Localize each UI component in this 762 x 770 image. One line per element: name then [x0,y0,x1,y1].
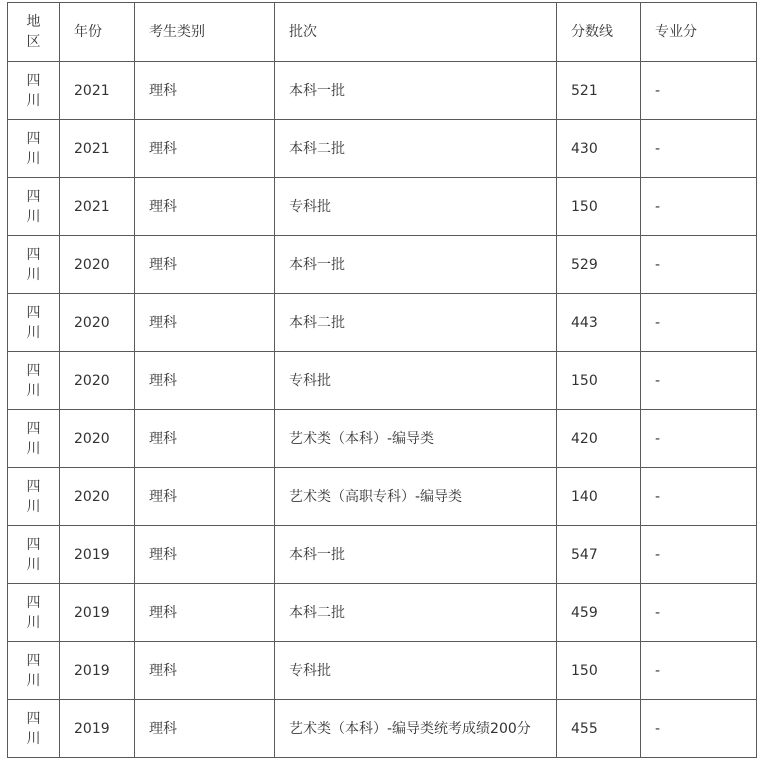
cell-score: 140 [557,468,641,526]
cell-batch: 专科批 [275,642,557,700]
table-row [8,410,757,468]
cell-batch: 本科一批 [275,526,557,584]
cell-region: 四川 [8,236,60,294]
cell-batch: 艺术类（本科）-编导类统考成绩200分 [275,700,557,758]
cell-score: 150 [557,642,641,700]
cell-major: - [641,236,757,294]
cell-major: - [641,120,757,178]
cell-major: - [641,700,757,758]
cell-year: 2019 [60,700,135,758]
table-row [8,584,757,642]
table-row [8,352,757,410]
table-row [8,120,757,178]
cell-batch: 本科二批 [275,584,557,642]
cell-batch: 本科一批 [275,236,557,294]
cell-score: 420 [557,410,641,468]
cell-score: 521 [557,62,641,120]
cell-region: 四川 [8,294,60,352]
cell-year: 2020 [60,352,135,410]
cell-type: 理科 [135,62,275,120]
cell-major: - [641,526,757,584]
cell-type: 理科 [135,120,275,178]
cell-type: 理科 [135,294,275,352]
table-row [8,526,757,584]
cell-score: 150 [557,352,641,410]
cell-region: 四川 [8,62,60,120]
cell-major: - [641,642,757,700]
cell-region: 四川 [8,468,60,526]
cell-score: 150 [557,178,641,236]
cell-region: 四川 [8,120,60,178]
header-batch: 批次 [275,3,557,62]
cell-year: 2020 [60,468,135,526]
cell-region: 四川 [8,584,60,642]
table-row [8,700,757,758]
cell-region: 四川 [8,410,60,468]
cell-major: - [641,584,757,642]
table-header-row [8,3,757,62]
cell-year: 2020 [60,236,135,294]
score-line-table [7,2,757,758]
cell-score: 430 [557,120,641,178]
cell-type: 理科 [135,178,275,236]
cell-batch: 本科一批 [275,62,557,120]
cell-year: 2021 [60,120,135,178]
header-region: 地区 [8,3,60,62]
table-row [8,642,757,700]
header-year: 年份 [60,3,135,62]
table-row [8,294,757,352]
cell-type: 理科 [135,642,275,700]
cell-major: - [641,178,757,236]
cell-year: 2020 [60,410,135,468]
cell-type: 理科 [135,700,275,758]
cell-year: 2019 [60,526,135,584]
cell-score: 443 [557,294,641,352]
table-row [8,62,757,120]
cell-score: 455 [557,700,641,758]
cell-score: 529 [557,236,641,294]
cell-batch: 专科批 [275,352,557,410]
header-type: 考生类别 [135,3,275,62]
cell-score: 547 [557,526,641,584]
table-row [8,178,757,236]
cell-major: - [641,352,757,410]
cell-batch: 专科批 [275,178,557,236]
cell-year: 2021 [60,178,135,236]
cell-major: - [641,468,757,526]
table-row [8,236,757,294]
cell-region: 四川 [8,352,60,410]
cell-batch: 本科二批 [275,120,557,178]
cell-type: 理科 [135,352,275,410]
cell-region: 四川 [8,178,60,236]
header-major: 专业分 [641,3,757,62]
cell-region: 四川 [8,526,60,584]
cell-year: 2019 [60,584,135,642]
cell-batch: 本科二批 [275,294,557,352]
cell-major: - [641,62,757,120]
cell-batch: 艺术类（高职专科）-编导类 [275,468,557,526]
cell-type: 理科 [135,526,275,584]
cell-score: 459 [557,584,641,642]
cell-type: 理科 [135,236,275,294]
cell-batch: 艺术类（本科）-编导类 [275,410,557,468]
cell-type: 理科 [135,468,275,526]
cell-type: 理科 [135,410,275,468]
cell-major: - [641,294,757,352]
cell-major: - [641,410,757,468]
cell-year: 2020 [60,294,135,352]
cell-region: 四川 [8,700,60,758]
cell-year: 2021 [60,62,135,120]
header-score: 分数线 [557,3,641,62]
table-row [8,468,757,526]
cell-type: 理科 [135,584,275,642]
cell-region: 四川 [8,642,60,700]
cell-year: 2019 [60,642,135,700]
